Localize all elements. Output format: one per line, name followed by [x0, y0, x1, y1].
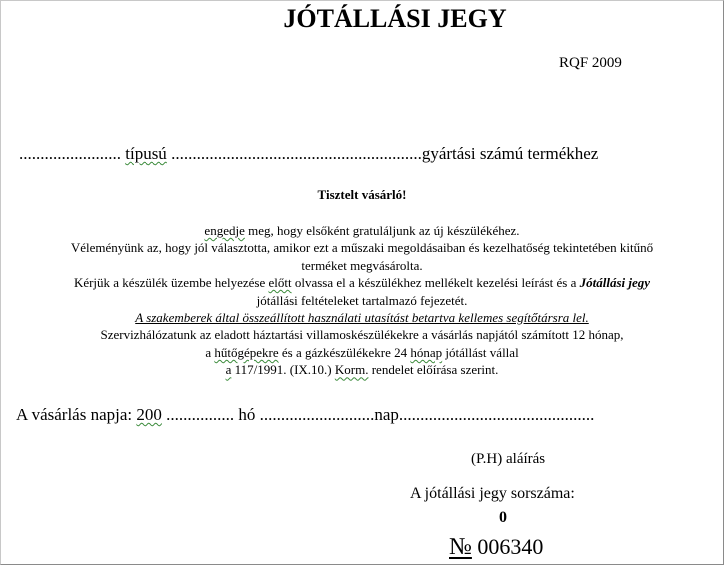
body-text-span: és a gázkészülékekre 24: [278, 344, 411, 360]
body-line: jótállási feltételeket tartalmazó fejezetét.: [256, 292, 468, 308]
body-line: [0, 274, 724, 291]
serial-value: 0: [499, 509, 507, 526]
stamp-signature: (P.H) aláírás: [471, 451, 546, 467]
body-word: előtt: [268, 275, 292, 291]
product-line: [19, 144, 598, 164]
body-line: [0, 344, 724, 361]
day-label: nap..............................................: [374, 405, 595, 424]
model-code: RQF 2009: [559, 55, 622, 71]
body-line: [0, 361, 724, 378]
body-line: terméket megvásárolta.: [301, 257, 423, 273]
body-word: hűtőgépekre: [214, 344, 279, 360]
body-text-span: a: [205, 344, 215, 360]
body-text-span: jótállást vállal: [442, 344, 519, 360]
body-line: Szervizhálózatunk az eladott háztartási villamoskészülékekre a vásárlás napjától számított 12 hónap,: [100, 327, 624, 343]
body-line: A szakemberek által összeállított használati utasítást betartva kellemes segítőtársra lel.: [135, 310, 589, 326]
body-word: engedje: [204, 223, 245, 238]
body-emphasis: Jótállási jegy: [579, 275, 651, 291]
document-number: [449, 534, 543, 561]
month-label: hó: [234, 405, 260, 424]
type-word: típusú: [125, 144, 167, 163]
body-line: Véleményünk az, hogy jól választotta, amikor ezt a műszaki megoldásaiban és kezelhatőség tekintetében kitűnő: [70, 240, 654, 256]
salutation: Tisztelt vásárló!: [317, 187, 407, 202]
body-text-span: olvassa el a készülékhez mellékelt kezelési leírást és a: [291, 275, 580, 291]
body-text-span: rendelet előírása szerint.: [368, 362, 499, 378]
body-text-span: 117/1991. (IX.10.): [231, 362, 335, 378]
body-text-span: meg, hogy elsőként gratuláljunk az új készülékéhez.: [244, 223, 520, 238]
document-number-value: 006340: [477, 534, 544, 559]
body-line: [0, 222, 724, 239]
purchase-year: 200: [136, 405, 162, 424]
type-blank: ........................: [19, 144, 121, 163]
body-text: [0, 222, 724, 379]
body-word: a: [225, 362, 232, 378]
purchase-label: A vásárlás napja:: [16, 405, 137, 424]
serial-label: A jótállási jegy sorszáma:: [410, 485, 575, 502]
product-suffix: gyártási számú termékhez: [421, 144, 599, 163]
day-blank: ...........................: [259, 405, 375, 424]
body-word: hónap: [410, 344, 443, 360]
document-title: JÓTÁLLÁSI JEGY: [283, 4, 507, 33]
numero-sign: №: [449, 534, 472, 560]
month-blank: ................: [161, 405, 235, 424]
serial-blank: ...........................................................: [171, 144, 422, 163]
body-word: Korm.: [334, 362, 369, 378]
purchase-date-line: [16, 405, 594, 425]
body-text-span: Kérjük a készülék üzembe helyezése: [73, 275, 269, 291]
